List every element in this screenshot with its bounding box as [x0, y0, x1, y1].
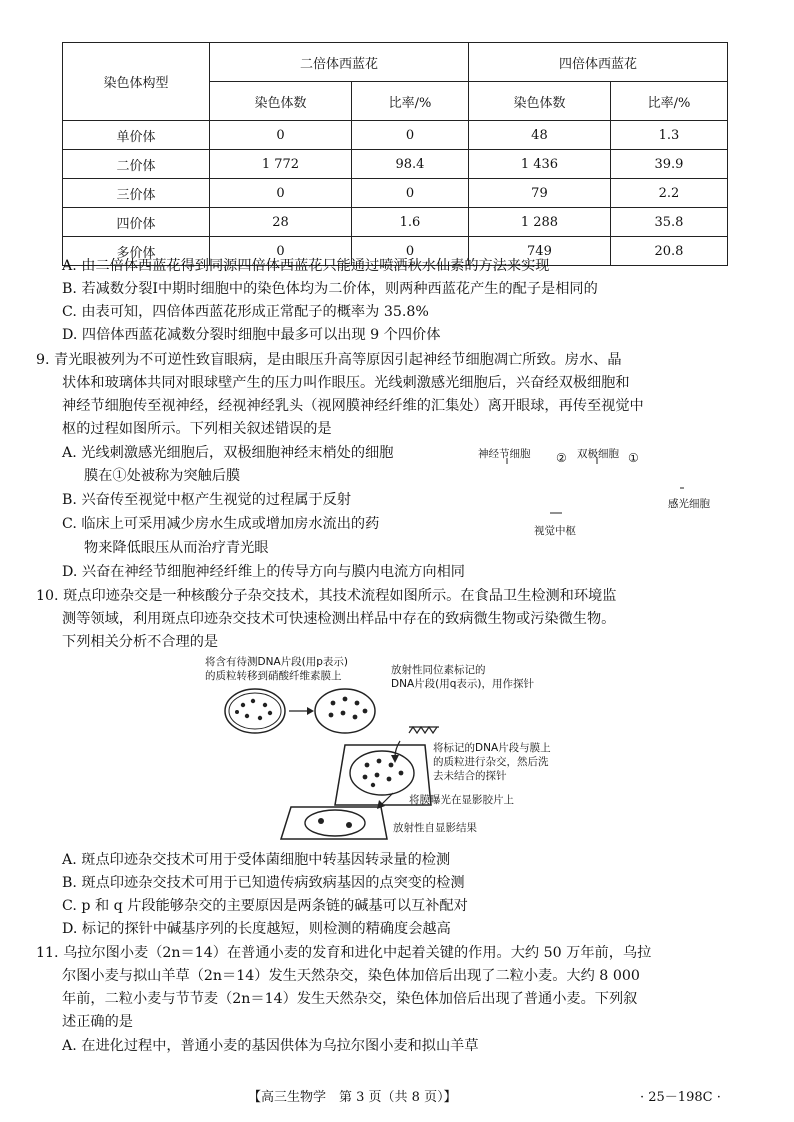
table-row — [63, 121, 728, 150]
table-cell: 1.6 — [351, 208, 468, 237]
col-ratio: 比率/% — [351, 82, 468, 121]
chromosome-table — [62, 42, 728, 266]
table-cell: 0 — [351, 237, 468, 266]
table-cell: 98.4 — [351, 150, 468, 179]
table-cell: 四价体 — [63, 208, 210, 237]
table-cell: 1 772 — [210, 150, 352, 179]
step3-label: 将膜曝光在显影胶片上 — [409, 794, 514, 806]
probe-label-a: 放射性同位素标记的 — [391, 664, 486, 676]
table-row — [63, 150, 728, 179]
bipolar-cell-label: 双极细胞 — [577, 448, 619, 460]
q9-stem-line4: 枢的过程如图所示。下列相关叙述错误的是 — [62, 421, 332, 437]
table-row — [63, 179, 728, 208]
q8-option-c: C. 由表可知，四倍体西蓝花形成正常配子的概率为 35.8% — [62, 304, 429, 320]
col-count: 染色体数 — [210, 82, 352, 121]
q9-stem-line2: 状体和玻璃体共同对眼球壁产生的压力叫作眼压。光线刺激感光细胞后，兴奋经双极细胞和 — [62, 375, 630, 391]
table-cell: 多价体 — [63, 237, 210, 266]
q10-option-c: C. p 和 q 片段能够杂交的主要原因是两条链的碱基可以互补配对 — [62, 898, 468, 914]
table-cell: 0 — [210, 179, 352, 208]
q9-option-a: A. 光线刺激感光细胞后，双极细胞神经末梢处的细胞 — [62, 445, 394, 461]
table-cell: 35.8 — [610, 208, 727, 237]
table-cell: 1 436 — [468, 150, 610, 179]
probe-label-b: DNA片段(用q表示)，用作探针 — [391, 678, 534, 690]
q9-option-a-cont: 膜在①处被称为突触后膜 — [84, 468, 241, 484]
q10-option-a: A. 斑点印迹杂交技术可用于受体菌细胞中转基因转录量的检测 — [62, 852, 451, 868]
col-ratio: 比率/% — [610, 82, 727, 121]
step1-label-a: 将含有待测DNA片段(用p表示) — [205, 656, 348, 668]
table-cell: 0 — [210, 121, 352, 150]
visual-center-label: 视觉中枢 — [534, 525, 576, 537]
q11-stem-line2: 尔图小麦与拟山羊草（2n＝14）发生天然杂交，染色体加倍后出现了二粒小麦。大约 8 000 — [62, 968, 640, 984]
step1-label-b: 的质粒转移到硝酸纤维素膜上 — [205, 670, 342, 682]
exam-code: · 25－198C · — [640, 1090, 721, 1105]
q8-option-b: B. 若减数分裂Ⅰ中期时细胞中的染色体均为二价体，则两种西蓝花产生的配子是相同的 — [62, 281, 598, 297]
group-diploid: 二倍体西蓝花 — [210, 43, 469, 82]
dot-blot-diagram — [195, 655, 615, 845]
marker-2: ② — [556, 451, 567, 465]
step2-label-a: 将标记的DNA片段与膜上 — [433, 742, 551, 754]
step2-label-b: 的质粒进行杂交，然后洗 — [433, 756, 549, 768]
q10-stem-line2: 测等领域，利用斑点印迹杂交技术可快速检测出样品中存在的致病微生物或污染微生物。 — [62, 611, 616, 627]
q9-option-d: D. 兴奋在神经节细胞神经纤维上的传导方向与膜内电流方向相同 — [62, 564, 465, 580]
table-cell: 20.8 — [610, 237, 727, 266]
col-count: 染色体数 — [468, 82, 610, 121]
table-row — [63, 208, 728, 237]
q11-stem-line3: 年前，二粒小麦与节节麦（2n＝14）发生天然杂交，染色体加倍后出现了普通小麦。下列叙 — [62, 991, 638, 1007]
table-cell: 0 — [351, 179, 468, 208]
ganglion-cell-label: 神经节细胞 — [478, 448, 531, 460]
table-cell: 三价体 — [63, 179, 210, 208]
q8-option-d: D. 四倍体西蓝花减数分裂时细胞中最多可以出现 9 个四价体 — [62, 327, 441, 343]
marker-1: ① — [628, 451, 639, 465]
page-footer: 【高三生物学 第 3 页（共 8 页）】 — [248, 1090, 457, 1105]
q9-stem-line1: 9. 青光眼被列为不可逆性致盲眼病，是由眼压升高等原因引起神经节细胞凋亡所致。房水、晶 — [36, 352, 622, 368]
q10-option-d: D. 标记的探针中碱基序列的长度越短，则检测的精确度会越高 — [62, 921, 451, 937]
table-cell: 1 288 — [468, 208, 610, 237]
table-cell: 79 — [468, 179, 610, 208]
q11-stem-line1: 11. 乌拉尔图小麦（2n＝14）在普通小麦的发育和进化中起着关键的作用。大约 50 万年前，乌拉 — [36, 945, 652, 961]
photoreceptor-label: 感光细胞 — [668, 498, 710, 510]
q9-option-c: C. 临床上可采用减少房水生成或增加房水流出的药 — [62, 516, 380, 532]
q10-stem-line3: 下列相关分析不合理的是 — [62, 634, 219, 650]
q8-option-a: A. 由二倍体西蓝花得到同源四倍体西蓝花只能通过喷洒秋水仙素的方法来实现 — [62, 258, 550, 274]
q11-option-a: A. 在进化过程中，普通小麦的基因供体为乌拉尔图小麦和拟山羊草 — [62, 1038, 479, 1054]
table-cell: 0 — [351, 121, 468, 150]
table-cell: 749 — [468, 237, 610, 266]
pathway-marks — [470, 440, 730, 530]
step2-label-c: 去未结合的探针 — [433, 770, 507, 782]
table-cell: 二价体 — [63, 150, 210, 179]
table-cell: 1.3 — [610, 121, 727, 150]
table-cell: 48 — [468, 121, 610, 150]
q9-option-c-cont: 物来降低眼压从而治疗青光眼 — [84, 540, 269, 556]
q10-option-b: B. 斑点印迹杂交技术可用于已知遗传病致病基因的点突变的检测 — [62, 875, 465, 891]
table-cell: 39.9 — [610, 150, 727, 179]
q11-stem-line4: 述正确的是 — [62, 1014, 133, 1030]
table-cell: 28 — [210, 208, 352, 237]
table-cell: 0 — [210, 237, 352, 266]
table-cell: 2.2 — [610, 179, 727, 208]
q9-option-b: B. 兴奋传至视觉中枢产生视觉的过程属于反射 — [62, 492, 352, 508]
q9-stem-line3: 神经节细胞传至视神经，经视神经乳头（视网膜神经纤维的汇集处）离开眼球，再传至视觉中 — [62, 398, 644, 414]
q10-stem-line1: 10. 斑点印迹杂交是一种核酸分子杂交技术，其技术流程如图所示。在食品卫生检测和环境监 — [36, 588, 617, 604]
group-tetraploid: 四倍体西蓝花 — [468, 43, 727, 82]
table-cell: 单价体 — [63, 121, 210, 150]
result-label: 放射性自显影结果 — [393, 822, 477, 834]
row-header: 染色体构型 — [63, 43, 210, 121]
